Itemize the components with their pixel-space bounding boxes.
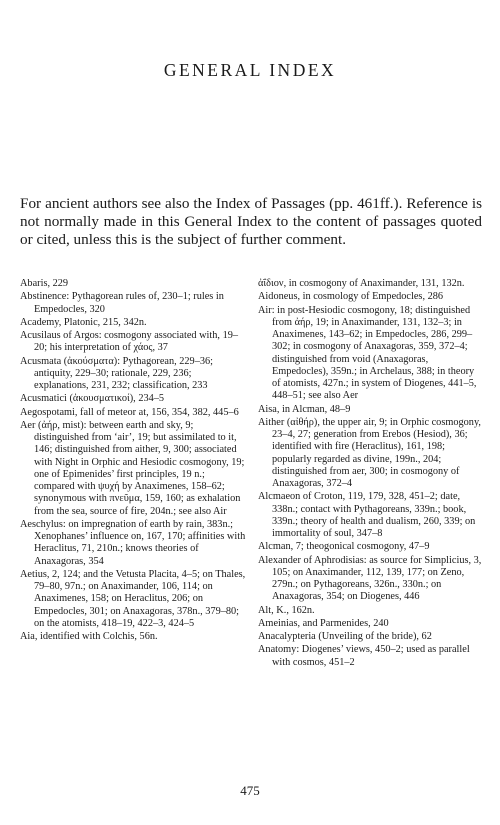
index-entry: Ameinias, and Parmenides, 240 bbox=[258, 617, 389, 629]
index-entry: Aeschylus: on impregnation of earth by rain, 383n.; Xenophanes’ influence on, 167, 170; affinities with Heraclitus, 71, 210n.; knows theories of Anaxagoras, 354 bbox=[20, 518, 246, 567]
index-entry: Air: in post-Hesiodic cosmogony, 18; distinguished from ἀήρ, 19; in Anaximander, 131, 132–3; in Anaximenes, 143–62; in Empedocles, 286, 299–302; in cosmogony of Anaxagoras, 359, 372–4; distinguished from void (Anaxagoras, Empedocles), 359n.; in Archelaus, 388; in theory of atomists, 427n.; in system of Diogenes, 441–5, 448–51; see also Aer bbox=[258, 304, 477, 402]
index-entry: ἀΐδιον, in cosmogony of Anaximander, 131, 132n. bbox=[258, 278, 465, 289]
index-entry: Abstinence: Pythagorean rules of, 230–1; rules in Empedocles, 320 bbox=[20, 291, 224, 315]
index-entry: Aer (ἀήρ, mist): between earth and sky, 9; distinguished from ‘air’, 19; but assimilated to it, 146; distinguished from aither, 9, 300; associated with Night in Orphic and Hesiodic cosmogony, 19; one of Epimenides’ first principles, 19 n.; compared with ψυχή by Anaximenes, 158–62; synonymous with πνεῦμα, 159, 160; as exhalation from the sea, source of fire, 204n.; see also Air bbox=[20, 419, 245, 517]
index-entry: Alexander of Aphrodisias: as source for Simplicius, 3, 105; on Anaximander, 112, 139, 177; on Zeno, 279n.; on Pythagoreans, 326n., 330n.; on Anaxagoras, 354; on Diogenes, 446 bbox=[258, 554, 482, 603]
intro-paragraph: For ancient authors see also the Index of Passages (pp. 461ff.). Reference is not normally made in this General Index to the content of passages quoted or cited, unless this is the subject of further comment. bbox=[20, 195, 482, 248]
index-entry: Academy, Platonic, 215, 342n. bbox=[20, 316, 147, 328]
index-entry: Aia, identified with Colchis, 56n. bbox=[20, 631, 158, 642]
index-entry: Abaris, 229 bbox=[20, 278, 69, 289]
index-entry: Anacalypteria (Unveiling of the bride), 62 bbox=[258, 631, 432, 642]
index-column-right bbox=[258, 278, 484, 670]
page-title: GENERAL INDEX bbox=[163, 60, 337, 80]
index-entry: Alt, K., 162n. bbox=[258, 604, 315, 616]
page-number: 475 bbox=[240, 783, 260, 798]
index-entry: Acusilaus of Argos: cosmogony associated with, 19–20; his interpretation of χάος, 37 bbox=[20, 330, 239, 354]
index-entry: Aetius, 2, 124; and the Vetusta Placita, 4–5; on Thales, 79–80, 97n.; on Anaximander, 106, 114; on Anaximenes, 158; on Heraclitus, 206; on Empedocles, 301; on Anaxagoras, 378n., 379–80; on the atomists, 418–19, 422–3, 424–5 bbox=[20, 568, 246, 629]
index-entry: Alcmaeon of Croton, 119, 179, 328, 451–2; date, 338n.; contact with Pythagoreans, 339n.; book, 339n.; theory of health and dualism, 260, 339; on immortality of soul, 347–8 bbox=[258, 491, 476, 539]
intro-note bbox=[20, 195, 482, 249]
index-entry: Aidoneus, in cosmology of Empedocles, 286 bbox=[258, 291, 444, 303]
index-entry: Alcman, 7; theogonical cosmogony, 47–9 bbox=[258, 541, 430, 553]
index-entry: Acusmatici (ἀκουσματικοί), 234–5 bbox=[20, 393, 165, 405]
index-entry: Anatomy: Diogenes’ views, 450–2; used as parallel with cosmos, 451–2 bbox=[258, 644, 470, 668]
index-entry: Aisa, in Alcman, 48–9 bbox=[258, 403, 351, 415]
index-entry: Acusmata (ἀκούσματα): Pythagorean, 229–36; antiquity, 229–30; rationale, 229, 236; explanations, 231, 232; classification, 233 bbox=[20, 355, 214, 391]
index-entry: Aegospotami, fall of meteor at, 156, 354, 382, 445–6 bbox=[20, 406, 239, 418]
index-entry: Aither (αἰθήρ), the upper air, 9; in Orphic cosmogony, 23–4, 27; generation from Erebos (Hesiod), 36; identified with fire (Heraclitus), 161, 198; popularly regarded as divine, 199n., 204; distinguished from aer, 300; in cosmogony of Anaxagoras, 372–4 bbox=[258, 416, 481, 489]
index-column-left bbox=[20, 278, 246, 644]
